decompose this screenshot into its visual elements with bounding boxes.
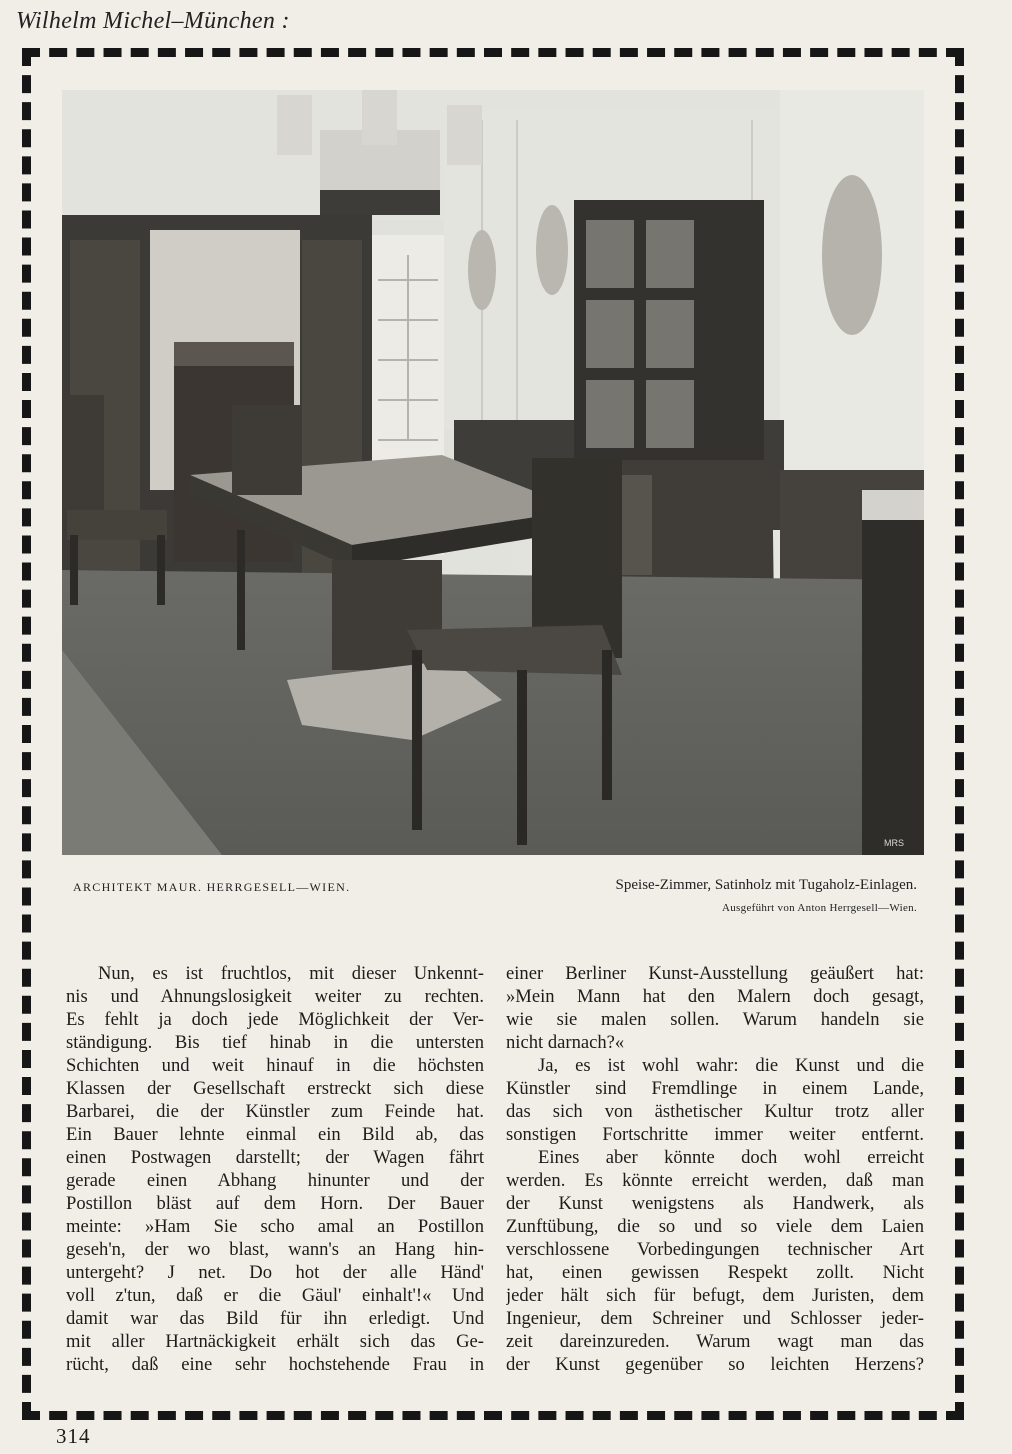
page-number: 314 <box>56 1424 91 1448</box>
text-line: »Mein Mann hat den Malern doch gesagt, <box>506 986 924 1007</box>
text-line: Eines aber könnte doch wohl erreicht <box>538 1147 924 1168</box>
text-line: nis und Ahnungslosigkeit weiter zu rechten. <box>66 986 484 1007</box>
text-line: Ingenieur, dem Schreiner und Schlosser jeder- <box>506 1308 924 1329</box>
text-line: Ein Bauer lehnte einmal ein Bild ab, das <box>66 1124 484 1145</box>
text-line: nicht darnach?« <box>506 1032 625 1053</box>
text-line: gerade einen Abhang hinunter und der <box>66 1170 484 1191</box>
text-line: voll z'tun, daß er die Gäul' einhalt'!« Und <box>66 1285 484 1306</box>
text-line: einer Berliner Kunst-Ausstellung geäußert hat: <box>506 963 924 984</box>
photo-monogram: MRS <box>884 838 904 848</box>
text-column-left <box>66 962 484 1376</box>
text-line: werden. Es könnte erreicht werden, daß man <box>506 1170 924 1191</box>
text-line: ständigung. Bis tief hinab in die untersten <box>66 1032 484 1053</box>
figure-caption-credit: Ausgeführt von Anton Herrgesell—Wien. <box>722 902 917 914</box>
text-line: verschlossene Vorbedingungen technischer Art <box>506 1239 924 1260</box>
text-line: Postillon bläst auf dem Horn. Der Bauer <box>66 1193 484 1214</box>
text-line: Nun, es ist fruchtlos, mit dieser Unkennt- <box>98 963 484 984</box>
text-line: meinte: »Ham Sie scho amal an Postillon <box>66 1216 484 1237</box>
text-line: rücht, daß eine sehr hochstehende Frau in <box>66 1354 484 1375</box>
text-line: hat, einen gewissen Respekt zollt. Nicht <box>506 1262 924 1283</box>
text-line: wie sie malen sollen. Warum handeln sie <box>506 1009 924 1030</box>
running-head: Wilhelm Michel–München : <box>16 8 290 34</box>
text-line: Schichten und weit hinauf in die höchsten <box>66 1055 484 1076</box>
text-line: Künstler sind Fremdlinge in einem Lande, <box>506 1078 924 1099</box>
text-line: mit aller Hartnäckigkeit erhält sich das Ge- <box>66 1331 484 1352</box>
text-line: der Kunst wenigstens als Handwerk, als <box>506 1193 924 1214</box>
text-column-right <box>506 962 924 1376</box>
text-line: untergeht? J net. Do hot der alle Händ' <box>66 1262 484 1283</box>
dining-room-photograph <box>62 90 924 855</box>
text-line: sonstigen Fortschritte immer weiter entfernt. <box>506 1124 924 1145</box>
text-line: jeder hält sich für befugt, dem Juristen, dem <box>506 1285 924 1306</box>
figure-caption-architect: ARCHITEKT MAUR. HERRGESELL—WIEN. <box>73 880 351 894</box>
text-line: das sich von ästhetischer Kultur trotz aller <box>506 1101 924 1122</box>
text-line: Ja, es ist wohl wahr: die Kunst und die <box>538 1055 924 1076</box>
text-line: damit war das Bild für ihn erledigt. Und <box>66 1308 484 1329</box>
figure-caption-title: Speise-Zimmer, Satinholz mit Tugaholz-Einlagen. <box>615 877 917 893</box>
photo-illustration <box>62 90 924 855</box>
text-line: zeit dareinzureden. Warum wagt man das <box>506 1331 924 1352</box>
text-line: geseh'n, der wo blast, wann's an Hang hin- <box>66 1239 484 1260</box>
text-line: Es fehlt ja doch jede Möglichkeit der Ver- <box>66 1009 484 1030</box>
text-line: Barbarei, die der Künstler zum Feinde hat. <box>66 1101 484 1122</box>
text-line: einen Postwagen darstellt; der Wagen fährt <box>66 1147 484 1168</box>
text-line: Klassen der Gesellschaft erstreckt sich diese <box>66 1078 484 1099</box>
text-line: Zunftübung, die so und so viele dem Laien <box>506 1216 924 1237</box>
text-line: der Kunst gegenüber so leichten Herzens? <box>506 1354 924 1375</box>
